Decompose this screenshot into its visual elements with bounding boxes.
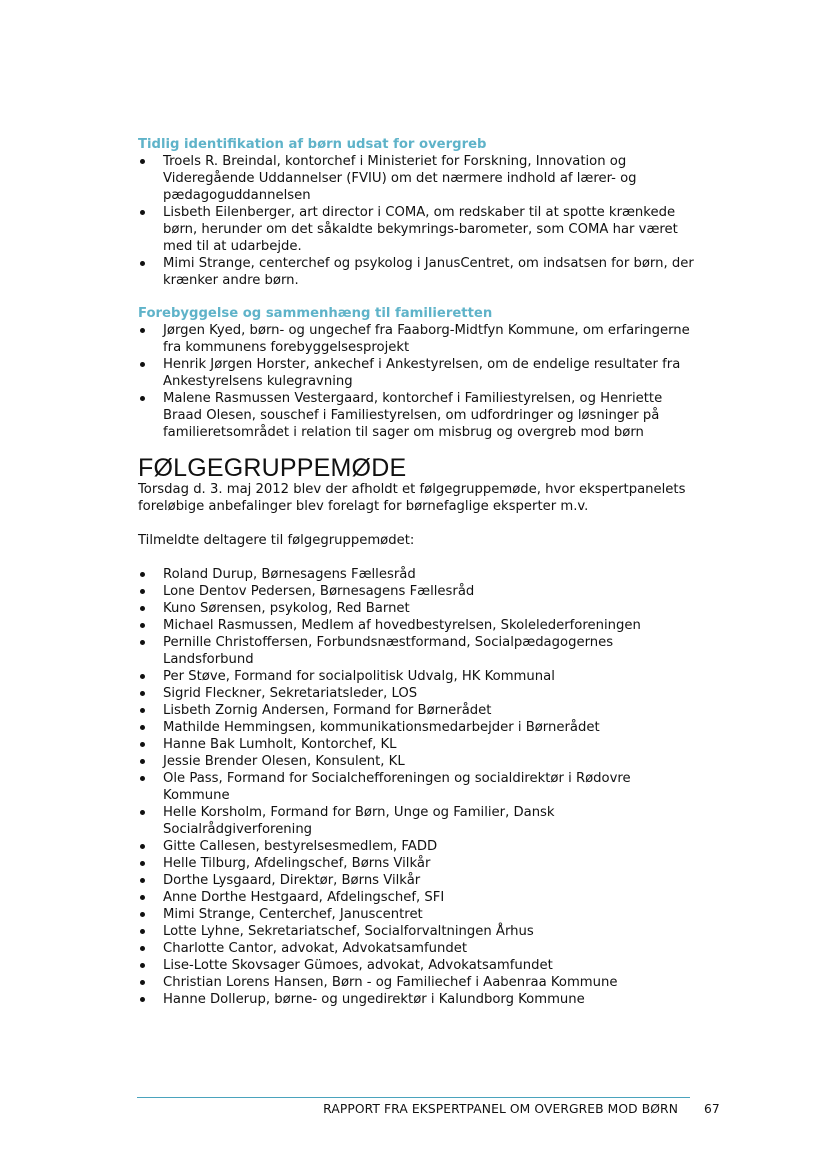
section-list [138, 153, 698, 289]
page-content [138, 136, 698, 1008]
participant-item: Hanne Dollerup, børne- og ungedirektør i Kalundborg Kommune [138, 991, 698, 1008]
participant-item: Gitte Callesen, bestyrelsesmedlem, FADD [138, 838, 698, 855]
participant-item: Lise-Lotte Skovsager Gümoes, advokat, Advokatsamfundet [138, 957, 698, 974]
participant-item: Helle Korsholm, Formand for Børn, Unge og Familier, Dansk Socialrådgiverforening [138, 804, 698, 838]
section-heading: Tidlig identifikation af børn udsat for overgreb [138, 137, 487, 152]
participant-item: Kuno Sørensen, psykolog, Red Barnet [138, 600, 698, 617]
participant-item: Sigrid Fleckner, Sekretariatsleder, LOS [138, 685, 698, 702]
participant-item: Christian Lorens Hansen, Børn - og Familiechef i Aabenraa Kommune [138, 974, 698, 991]
participant-item: Lotte Lyhne, Sekretariatschef, Socialforvaltningen Århus [138, 923, 698, 940]
participant-item: Per Støve, Formand for socialpolitisk Udvalg, HK Kommunal [138, 668, 698, 685]
participant-item: Michael Rasmussen, Medlem af hovedbestyrelsen, Skolelederforeningen [138, 617, 698, 634]
list-item: Malene Rasmussen Vestergaard, kontorchef i Familiestyrelsen, og Henriette Braad Olesen, souschef i Familiestyrelsen, om udfordringer og løsninger på familieretsområdet i relation til sager om misbrug og overgreb mod børn [138, 390, 698, 441]
participant-item: Helle Tilburg, Afdelingschef, Børns Vilkår [138, 855, 698, 872]
participant-item: Jessie Brender Olesen, Konsulent, KL [138, 753, 698, 770]
list-item: Jørgen Kyed, børn- og ungechef fra Faaborg-Midtfyn Kommune, om erfaringerne fra kommunens forebyggelsesprojekt [138, 322, 698, 356]
participant-item: Charlotte Cantor, advokat, Advokatsamfundet [138, 940, 698, 957]
participant-item: Lisbeth Zornig Andersen, Formand for Børnerådet [138, 702, 698, 719]
list-item: Henrik Jørgen Horster, ankechef i Ankestyrelsen, om de endelige resultater fra Ankestyrelsens kulegravning [138, 356, 698, 390]
intro-paragraph: Torsdag d. 3. maj 2012 blev der afholdt et følgegruppemøde, hvor ekspertpanelets foreløbige anbefalinger blev forelagt for børnefaglige eksperter m.v. [138, 482, 686, 514]
participant-item: Pernille Christoffersen, Forbundsnæstformand, Socialpædagogernes Landsforbund [138, 634, 698, 668]
participant-item: Ole Pass, Formand for Socialchefforeningen og socialdirektør i Rødovre Kommune [138, 770, 698, 804]
participant-item: Hanne Bak Lumholt, Kontorchef, KL [138, 736, 698, 753]
participant-item: Anne Dorthe Hestgaard, Afdelingschef, SFI [138, 889, 698, 906]
list-item: Lisbeth Eilenberger, art director i COMA, om redskaber til at spotte krænkede børn, herunder om det såkaldte bekymrings-barometer, som COMA har været med til at udarbejde. [138, 204, 698, 255]
participant-item: Roland Durup, Børnesagens Fællesråd [138, 566, 698, 583]
section-list [138, 322, 698, 441]
participant-item: Mimi Strange, Centerchef, Januscentret [138, 906, 698, 923]
participant-item: Mathilde Hemmingsen, kommunikationsmedarbejder i Børnerådet [138, 719, 698, 736]
section-heading: Forebyggelse og sammenhæng til familieretten [138, 306, 493, 321]
footer-divider [137, 1097, 690, 1098]
participants-label: Tilmeldte deltagere til følgegruppemødet: [138, 533, 415, 548]
list-item: Troels R. Breindal, kontorchef i Ministeriet for Forskning, Innovation og Videregående Uddannelser (FVIU) om det nærmere indhold af lærer- og pædagoguddannelsen [138, 153, 698, 204]
list-item: Mimi Strange, centerchef og psykolog i JanusCentret, om indsatsen for børn, der krænker andre børn. [138, 255, 698, 289]
page-number: 67 [704, 1102, 720, 1116]
footer-title: RAPPORT FRA EKSPERTPANEL OM OVERGREB MOD BØRN [323, 1102, 678, 1116]
page-title: FØLGEGRUPPEMØDE [138, 454, 407, 482]
participant-item: Dorthe Lysgaard, Direktør, Børns Vilkår [138, 872, 698, 889]
participants-list [138, 566, 698, 1008]
participant-item: Lone Dentov Pedersen, Børnesagens Fællesråd [138, 583, 698, 600]
